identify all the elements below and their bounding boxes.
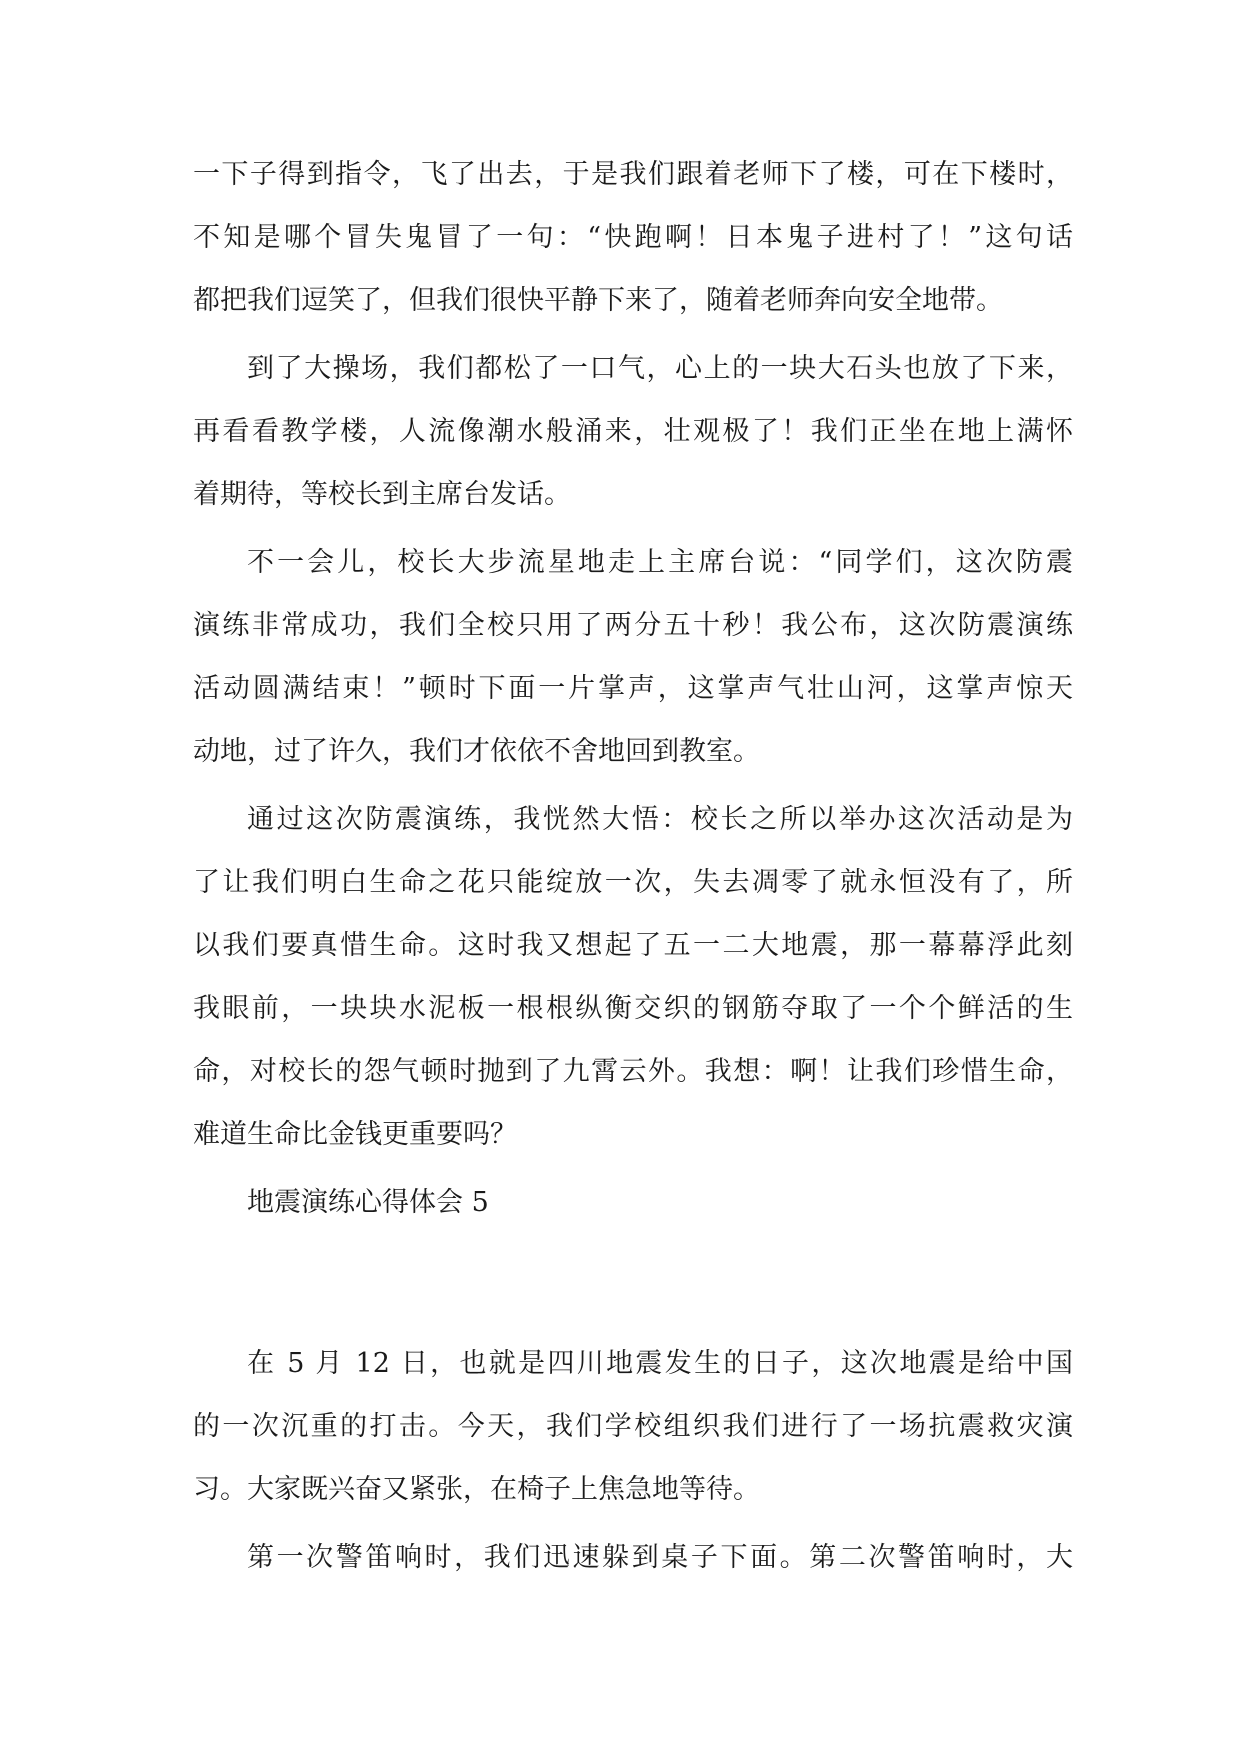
text-line: 在 5 月 12 日，也就是四川地震发生的日子，这次地震是给中国 [247, 1348, 1073, 1379]
paragraph [193, 337, 1073, 526]
paragraph [193, 1332, 1073, 1521]
text-line: 习。大家既兴奋又紧张，在椅子上焦急地等待。 [193, 1474, 760, 1505]
text-line: 一下子得到指令，飞了出去，于是我们跟着老师下了楼，可在下楼时， [193, 159, 1073, 190]
text-line: 演练非常成功，我们全校只用了两分五十秒！我公布，这次防震演练 [193, 610, 1073, 641]
paragraph [193, 1526, 1073, 1589]
text-line: 了让我们明白生命之花只能绽放一次，失去凋零了就永恒没有了，所 [193, 867, 1073, 898]
paragraph-continuation [193, 143, 1073, 332]
text-line: 不知是哪个冒失鬼冒了一句：“快跑啊！日本鬼子进村了！”这句话 [193, 222, 1073, 253]
text-line: 难道生命比金钱更重要吗？ [193, 1119, 517, 1150]
text-line: 第一次警笛响时，我们迅速躲到桌子下面。第二次警笛响时，大 [247, 1542, 1073, 1573]
text-line: 再看看教学楼，人流像潮水般涌来，壮观极了！我们正坐在地上满怀 [193, 416, 1073, 447]
paragraph [193, 531, 1073, 783]
text-line: 动地，过了许久，我们才依依不舍地回到教室。 [193, 736, 760, 767]
paragraph [193, 788, 1073, 1166]
text-line: 我眼前，一块块水泥板一根根纵衡交织的钢筋夺取了一个个鲜活的生 [193, 993, 1073, 1024]
text-line: 命，对校长的怨气顿时抛到了九霄云外。我想：啊！让我们珍惜生命， [193, 1056, 1073, 1087]
text-line: 通过这次防震演练，我恍然大悟：校长之所以举办这次活动是为 [247, 804, 1073, 835]
heading-text: 地震演练心得体会 5 [247, 1187, 489, 1218]
section-heading [193, 1171, 1073, 1234]
text-line: 都把我们逗笑了，但我们很快平静下来了，随着老师奔向安全地带。 [193, 285, 1003, 316]
text-line: 到了大操场，我们都松了一口气，心上的一块大石头也放了下来， [247, 353, 1073, 384]
text-line: 活动圆满结束！”顿时下面一片掌声，这掌声气壮山河，这掌声惊天 [193, 673, 1073, 704]
text-line: 不一会儿，校长大步流星地走上主席台说：“同学们，这次防震 [247, 547, 1073, 578]
text-line: 以我们要真惜生命。这时我又想起了五一二大地震，那一幕幕浮此刻 [193, 930, 1073, 961]
text-line: 的一次沉重的打击。今天，我们学校组织我们进行了一场抗震救灾演 [193, 1411, 1073, 1442]
text-line: 着期待，等校长到主席台发话。 [193, 479, 571, 510]
